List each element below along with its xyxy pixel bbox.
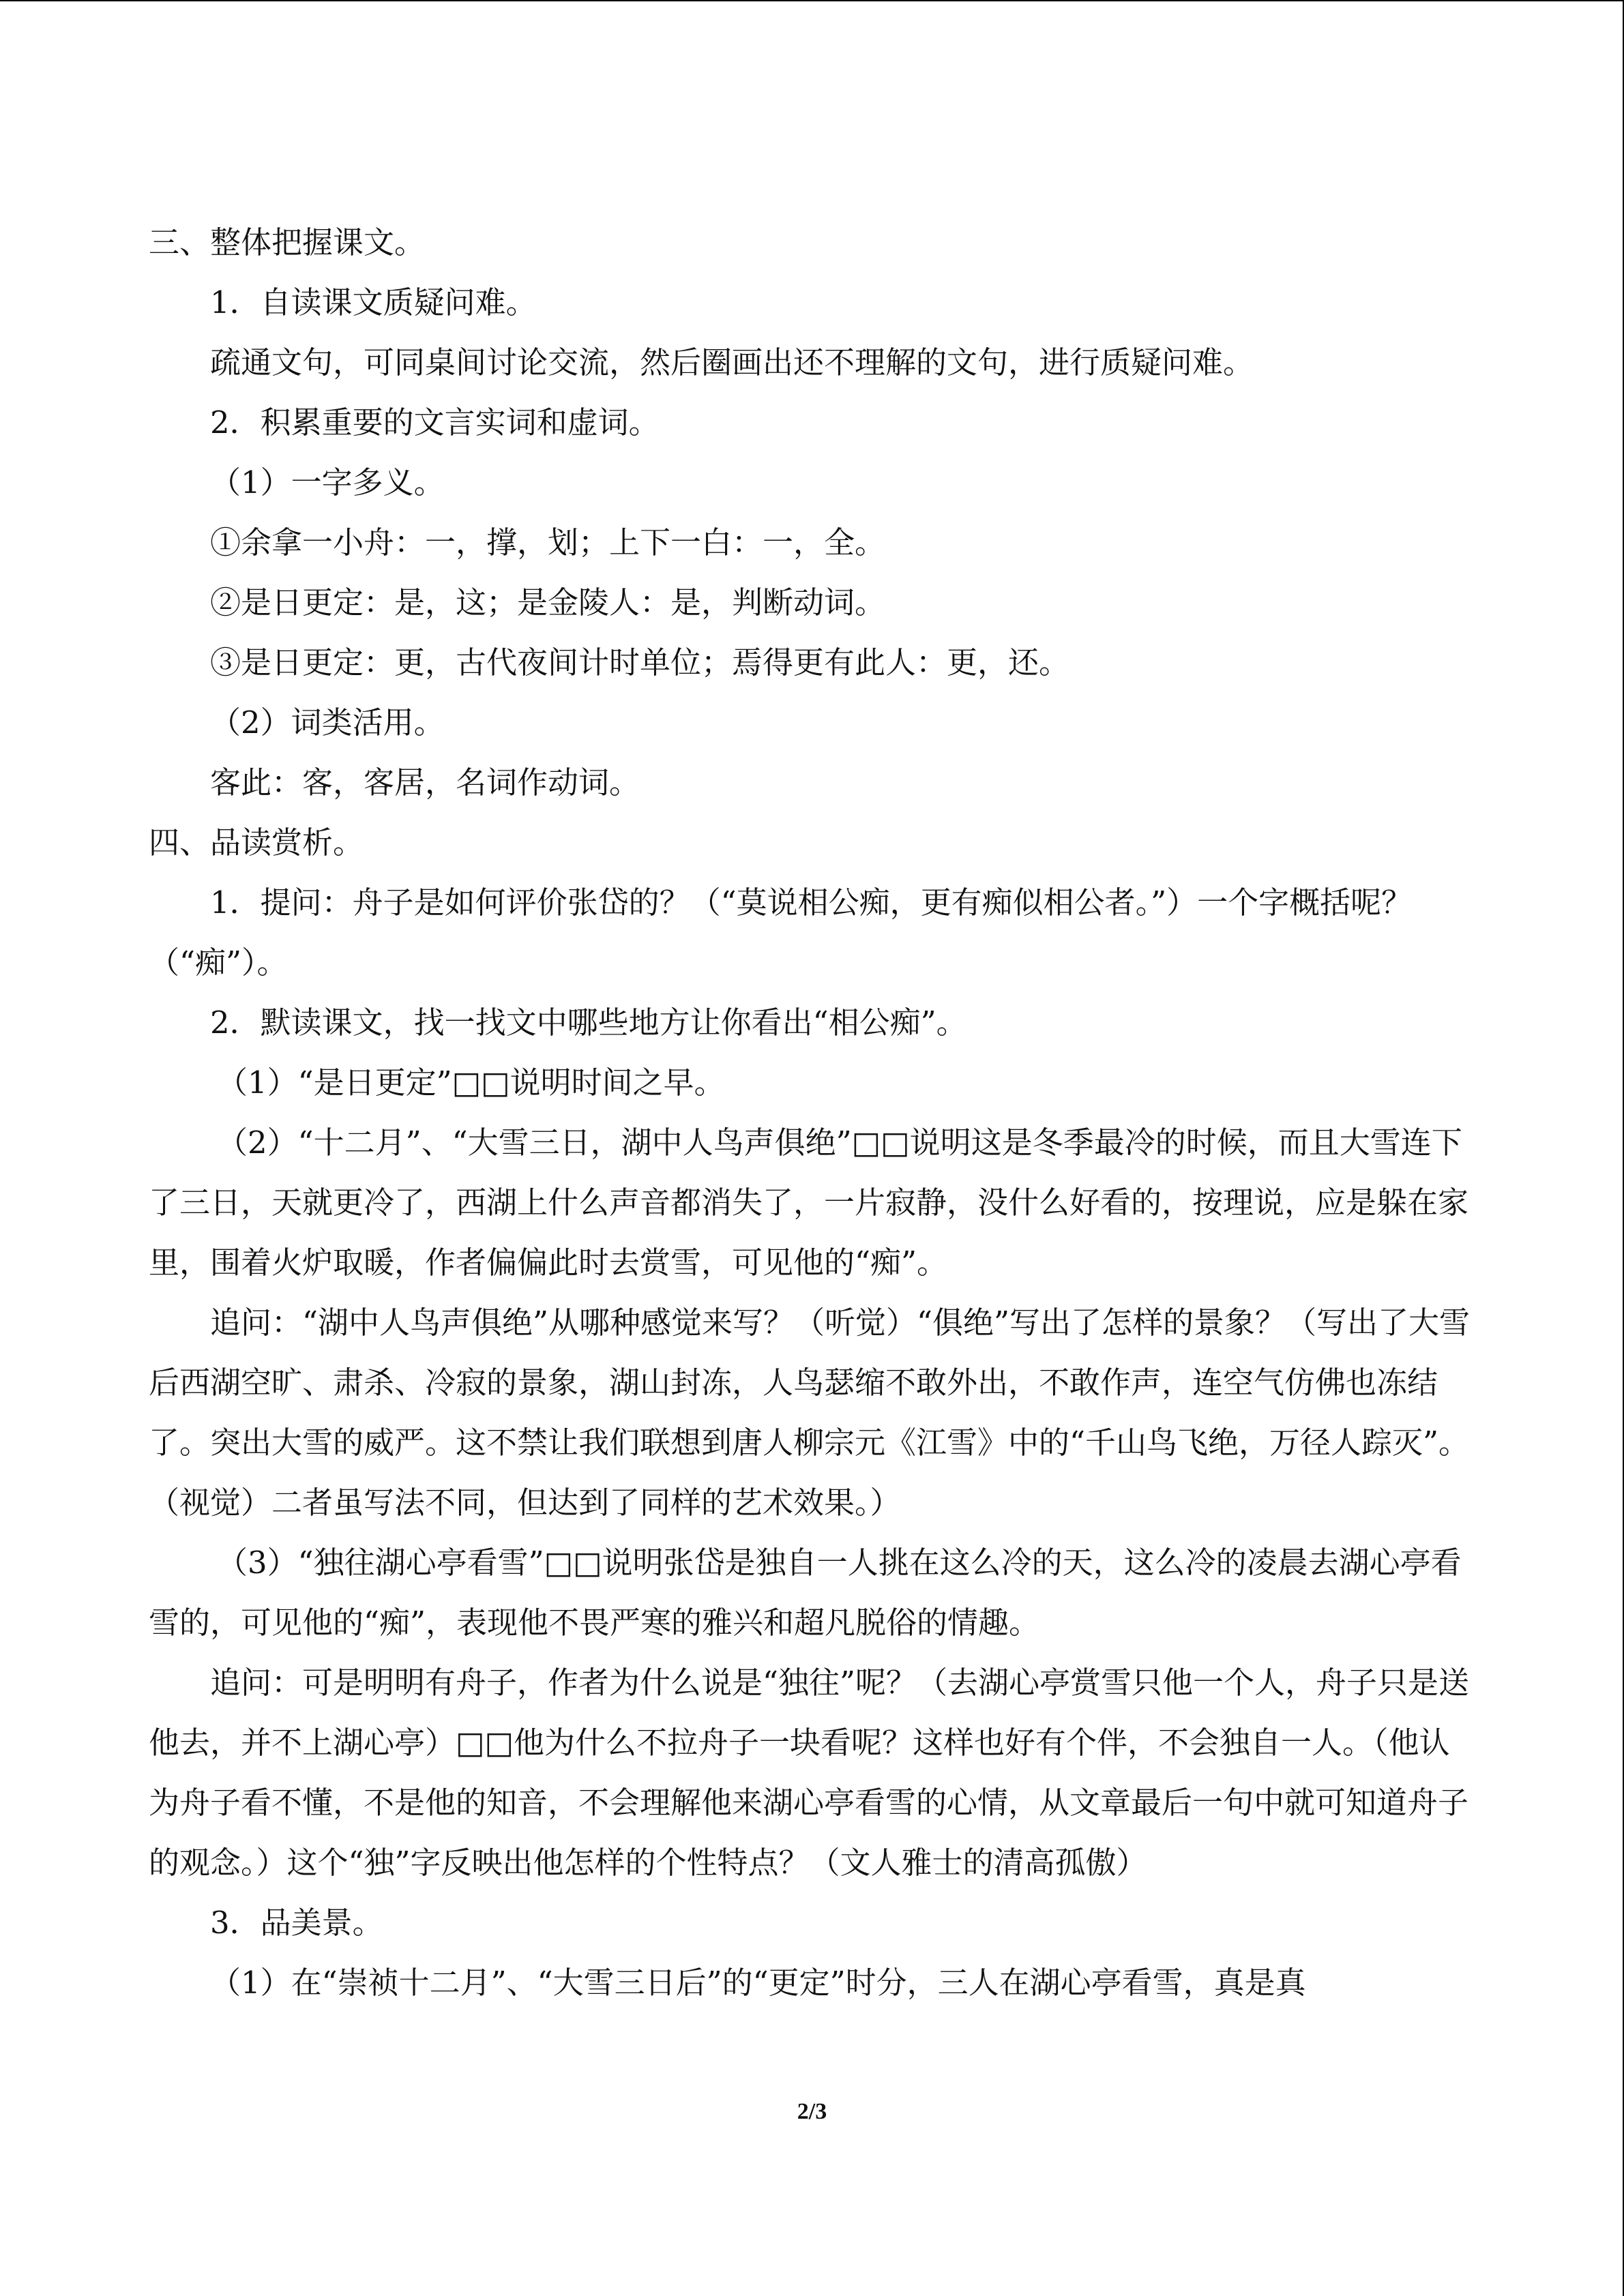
subheading-word-class: （2）词类活用。	[210, 704, 445, 741]
paragraph-word-class: 客此：客，客居，名词作动词。	[210, 764, 640, 801]
paragraph-scenery: （1）在“崇祯十二月”、“大雪三日后”的“更定”时分，三人在湖心亭看雪，真是真	[210, 1965, 1306, 2001]
list-item-1: ①余拿一小舟：一，撑，划；上下一白：一，全。	[210, 524, 886, 561]
list-item-2: ②是日更定：是，这；是金陵人：是，判断动词。	[210, 584, 886, 621]
paragraph-point-3: （3）“独往湖心亭看雪”□□说明张岱是独自一人挑在这么冷的天，这么冷的凌晨去湖心亭看雪的，可见他的“痴”，表现他不畏严寒的雅兴和超凡脱俗的情趣。	[149, 1545, 1462, 1641]
paragraph-point-1: （1）“是日更定”□□说明时间之早。	[217, 1064, 725, 1101]
paragraph-followup-1: 追问：“湖中人鸟声俱绝”从哪种感觉来写？（听觉）“俱绝”写出了怎样的景象？（写出了大雪后西湖空旷、肃杀、冷寂的景象，湖山封冻，人鸟瑟缩不敢外出，不敢作声，连空气仿佛也冻结了。突出大雪的威严。这不禁让我们联想到唐人柳宗元《江雪》中的“千山鸟飞绝，万径人踪灭”。（视觉）二者虽写法不同，但达到了同样的艺术效果。）	[149, 1304, 1471, 1521]
step-1-heading: 1．自读课文质疑问难。	[210, 284, 537, 320]
list-item-3: ③是日更定：更，古代夜间计时单位；焉得更有此人：更，还。	[210, 644, 1070, 681]
paragraph-question-2: 2．默读课文，找一找文中哪些地方让你看出“相公痴”。	[210, 1004, 967, 1041]
step-3-heading: 3．品美景。	[210, 1905, 383, 1941]
paragraph-point-2: （2）“十二月”、“大雪三日，湖中人鸟声俱绝”□□说明这是冬季最冷的时候，而且大雪连下了三日，天就更冷了，西湖上什么声音都消失了，一片寂静，没什么好看的，按理说，应是躲在家里，围着火炉取暖，作者偏偏此时去赏雪，可见他的“痴”。	[149, 1124, 1469, 1281]
paragraph-followup-2: 追问：可是明明有舟子，作者为什么说是“独往”呢？（去湖心亭赏雪只他一个人，舟子只是送他去，并不上湖心亭）□□他为什么不拉舟子一块看呢？这样也好有个伴，不会独自一人。（他认为舟子看不懂，不是他的知音，不会理解他来湖心亭看雪的心情，从文章最后一句中就可知道舟子的观念。）这个“独”字反映出他怎样的个性特点？（文人雅士的清高孤傲）	[149, 1665, 1470, 1881]
section-heading-3: 三、整体把握课文。	[149, 224, 426, 260]
step-2-heading: 2．积累重要的文言实词和虚词。	[210, 404, 660, 441]
page-number: 2/3	[797, 2099, 827, 2124]
paragraph-reading: 疏通文句，可同桌间讨论交流，然后圈画出还不理解的文句，进行质疑问难。	[210, 344, 1254, 381]
paragraph-question-1: 1．提问：舟子是如何评价张岱的？（“莫说相公痴，更有痴似相公者。”）一个字概括呢？（“痴”）。	[149, 884, 1413, 981]
subheading-polysemy: （1）一字多义。	[210, 464, 445, 501]
document-body	[149, 213, 1479, 2013]
section-heading-4: 四、品读赏析。	[149, 824, 364, 861]
